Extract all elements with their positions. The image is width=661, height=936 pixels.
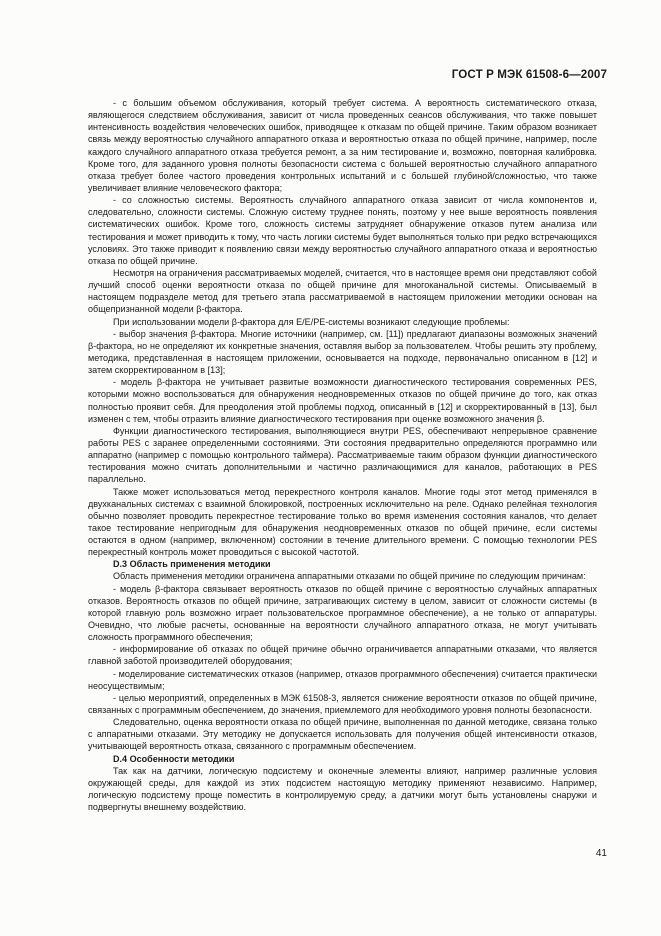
paragraph-scope-iec61508-3: - целью мероприятий, определенных в МЭК 61508-3, является снижение вероятности отказов по общей причине, связанных с программным обеспечением, до значения, приемлемого для необходимого уровня полноты безопасности. — [88, 692, 597, 716]
paragraph-scope-systematic: - моделирование систематических отказов (например, отказов программного обеспечения) считается практически неосуществимым; — [88, 668, 597, 691]
paragraph-model-limitations: Несмотря на ограничения рассматриваемых моделей, считается, что в настоящее время они представляют собой лучший способ оценки вероятности отказа по общей причине для многоканальной системы. Описываемый в настоящем подразделе метод для третьего этапа рассматриваемой в настоящем приложении методики основан на общепризнанной модели β-фактора. — [88, 267, 597, 315]
paragraph-beta-value-selection: - выбор значения β-фактора. Многие источники (например, см. [11]) предлагают диапазоны возможных значений β-фактора, но не определяют их конкретные значения, оставляя выбор за пользователем. Чтобы решить эту проблему, методика, представленная в настоящем приложении, основывается на подходе, первоначально описанном в [12] и затем скорректированном в [13]; — [88, 328, 597, 376]
paragraph-beta-factor-problems: При использовании модели β-фактора для E/E/PE-системы возникают следующие проблемы: — [113, 316, 510, 327]
document-code-header: ГОСТ Р МЭК 61508-6—2007 — [451, 68, 607, 81]
paragraph-maintenance-dependency: - с большим объемом обслуживания, который требует система. А вероятность систематического отказа, являющегося следствием обслуживания, зависит от числа проведенных сеансов обслуживания, что также повышет интенсивность воздействия человеческих ошибок, приводящее к отказам по общей причине. Таким образом возникает связь между вероятностью случайного аппаратного отказа и вероятностью отказа по общей причине, например, после каждого случайного аппаратного отказа требуется ремонт, а за ним тестирование и, возможно, повторная калибровка. Кроме того, для заданного уровня полноты безопасности система с большей вероятностью случайного аппаратного отказа требует более частого проведения контрольных испытаний и с большей глубиной/сложностью, что также увеличивает влияние человеческого фактора; — [88, 98, 597, 193]
paragraph-diagnostic-functions: Функции диагностического тестирования, выполняющиеся внутри PES, обеспечивают непрерывное сравнение работы PES с заранее определенными состояниями. Эти состояния предварительно определяются программно или аппаратно (например с помощью контрольного таймера). Рассматриваемые таким образом функции диагностического тестирования можно считать дополнительными и частично различающимися для каналов, работающих в PES параллельно. — [88, 425, 597, 485]
paragraph-complexity-dependency: - со сложностью системы. Вероятность случайного аппаратного отказа зависит от числа компонентов и, следовательно, сложности системы. Сложную систему труднее понять, поэтому у нее выше вероятность появления систематических ошибок. Кроме того, сложность системы затрудняет обнаружение отказов путем анализа или тестирования и может приводить к тому, что часть логики системы будет выполняться только при редко встречающихся условиях. Это также приводит к появлению связи между вероятностью случайного аппаратного отказа и вероятностью отказа по общей причине. — [88, 195, 597, 266]
body-text — [88, 97, 597, 813]
paragraph-diagnostic-testing: - модель β-фактора не учитывает развитые возможности диагностического тестирования современных PES, которыми можно воспользоваться для обнаружения неодновременных отказов по общей причине до того, как отказ полностью проявит себя. Для преодоления этой проблемы подход, описанный в [12] и скорректированный в [13], был изменен с тем, чтобы отразить влияние диагностического тестирования при оценке возможного значения β. — [88, 377, 597, 424]
section-heading-d3: D.3 Область применения методики — [113, 559, 271, 570]
paragraph-scope-intro: Область применения методики ограничена аппаратными отказами по общей причине по следующим причинам: — [113, 571, 586, 582]
paragraph-scope-conclusion: Следовательно, оценка вероятности отказа по общей причине, выполненная по данной методике, связана только с аппаратными отказами. Эту методику не допускается использовать для получения общей интенсивности отказов, учитывающей вероятность отказа, связанного с программным обеспечением. — [88, 717, 597, 752]
paragraph-method-features: Так как на датчики, логическую подсистему и оконечные элементы влияют, например различные условия окружающей среды, для каждой из этих подсистем настоящую методику применяют независимо. Например, логическую подсистему проще поместить в контролируемую среду, а датчики могут быть установлены снаружи и подвергнуты внешнему воздействию. — [88, 765, 597, 813]
section-heading-d4: D.4 Особенности методики — [113, 753, 235, 764]
page-number: 41 — [595, 848, 607, 859]
paragraph-scope-beta-model: - модель β-фактора связывает вероятность отказов по общей причине с вероятностью случайных аппаратных отказов. Вероятность отказов по общей причине, затрагивающих систему в целом, зависит от сложности системы (в которой главную роль возможно играет пользовательское программное обеспечение), а не только от аппаратуры. Очевидно, что любые расчеты, основанные на вероятности случайного аппаратного отказа, не могут учитывать сложность программного обеспечения; — [88, 583, 597, 643]
paragraph-cross-monitoring: Также может использоваться метод перекрестного контроля каналов. Многие годы этот метод применялся в двухканальных системах с взаимной блокировкой, построенных исключительно на реле. Однако релейная технология обычно позволяет проводить перекрестное тестирование только во время изменения состояния каналов, что делает такое тестирование непригодным для обнаружения неодновременных отказов по общей причине, если системы остаются в одном (например, включенном) состоянии в течение длительного времени. С помощью технологии PES перекрестный контроль может проводиться с высокой частотой. — [88, 486, 597, 558]
paragraph-scope-reporting: - информирование об отказах по общей причине обычно ограничивается аппаратными отказами, что является главной заботой производителей оборудования; — [88, 644, 597, 667]
